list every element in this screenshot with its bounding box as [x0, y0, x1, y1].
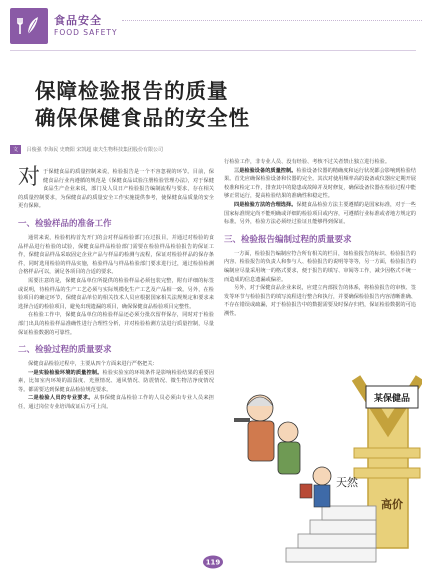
sign-label: 某保健品 — [373, 394, 411, 404]
cartoon-illustration — [226, 358, 422, 566]
paragraph: 一是实验检验环境的质量控制。检验实验室的环境条件是影响检验结果的重要因素，比如室内环境的温湿度、光照情况、通风情况、防震情况、微生物洁净度情况等。都需要达到保健食品检验规范要求。 — [18, 369, 214, 393]
section-header — [10, 8, 420, 52]
byline-authors: 吕俊强 李海民 史晓阳 宋凯超 康夫生物科技集团股份有限公司 — [26, 147, 163, 153]
right-column — [224, 158, 416, 319]
paragraph: 四是检验方法的合理选择。保健食品检验方法主要遵循的是国家标准，对于一些国家标准规定尚不能明确或详细的检验项目或内容，可遵循行业标准或者地方规定的标准。另外，检验方法必须经过验证且能够得到保证。 — [224, 201, 416, 226]
page-number: 119 — [205, 558, 221, 567]
title-line-1: 保障检验报告的质量 — [35, 79, 229, 103]
section-title: 食品安全 — [54, 14, 102, 27]
drop-cap: 对 — [18, 165, 41, 190]
food-safety-logo — [10, 8, 48, 44]
paragraph: 行检验工作，非专业人员、没有经验、考核不过关者禁止独立进行检验。 — [224, 159, 391, 165]
price-label: 高价 — [381, 498, 403, 511]
paragraph: 通常来说，检验机构首先开门的会对样品检验部门在过报目，并通过对检验的食品样品进行检验的试验，保健食品样品检验部门需要在检验样品检验报告的保证工作，保健食品样品采取固定企业产品与样品的检测与流程，保证对检验样品的保存条件，同时选用检验的样品实施，检验样品与样品检验部门要求进行过，通过检验检测合格样品可以，满足各项目的合适的要求。 — [18, 234, 214, 276]
section-heading-3: 三、检验报告编制过程的质量要求 — [224, 234, 352, 245]
article-title — [35, 78, 415, 132]
byline — [10, 145, 416, 155]
speech-text: 天然 — [336, 476, 358, 489]
product-sign — [366, 386, 418, 408]
left-column — [18, 165, 214, 412]
section-heading-1: 一、检验样品的准备工作 — [18, 218, 112, 229]
section-subtitle: FOOD SAFETY — [54, 28, 118, 37]
header-divider — [122, 20, 422, 21]
paragraph: 三是检验设备的质量控制。检验设备仪器的精确度和运行状况都会影响到检验结果。首先应确保检验设备和仪器的完全。其次对使用频率高的设备或仪器应定期开展校准和检定工作，排查其中的隐患或故障并及时修复，确保设备仪器在检验过程中能够正常运行，提高检验结果的准确性和稳定性。 — [224, 167, 416, 200]
paragraph: 一方面，检验报告编制应符合所有相关的栏目，如检验报告的标识、检验报告的内容、检验报告的负责人和参与人、检验报告的说明等等等，另一方面，检验报告的编制应尽量采用统一的格式要求，便于报告的填写、审阅等工作，减少因格式不统一而造成的信息遗漏或偏差。 — [224, 250, 416, 283]
header-rule — [10, 50, 416, 51]
paragraph: 二是检验人员的专业要求。从事保健食品检验工作的人员必须由专业人员来担任，通过岗位专业培训或证后方可上岗。 — [18, 395, 214, 411]
paragraph: 需要注意的是，保健食品单位所提供的检验样品必须包装完整，附有详细的标签或说明，待检样品的生产工艺必须与实际规模化生产工艺及产品相一致。另外，在检验项目的确定环节，保健食品单位的相关技术人员应根据国家相关法规规定和要求来选择合适的检验项目，避免出现遗漏的项目，确保保健食品检验项目完整性。 — [18, 277, 214, 310]
byline-tag: 文 — [10, 145, 21, 154]
page-number-badge — [202, 555, 224, 569]
paragraph: 另外，对于保健食品企业来说，应建立内部报告的体系，将检验报告的审核、签发等环节与检验报告的填写流程进行整合和执行，并要确保检验报告内容清晰准确、不存在错误或疏漏，对于检验报告中的数据需要及时保存归档，保证检验数据的可追溯性。 — [224, 285, 416, 317]
paragraph: 保健食品检验过程中，主要从四个方面来进行严格把关： — [28, 361, 158, 368]
intro-paragraph: 对于保健食品的质量控制来说，检验报告是一个不容忽视的环节。目前，保健食品行业内遵循的规范是《保健食品试验注册检验管理办法》，对于保健食品生产企业来说，部门及人员日产检验报告编制流程与要求，存在相关的质量控制要求，为保健食品的质量安全工作实施提供参考，使保健食品质量的安全更有保障。 — [18, 165, 214, 210]
fork-leaf-icon — [16, 14, 42, 38]
hammer — [234, 418, 250, 422]
title-line-2: 确保保健食品的安全性 — [35, 106, 250, 130]
paragraph: 在检验工作中，保健食品单位的检验样品还必须分批次留样保存，同时对于检验部门出具的检验样品准确性进行合理性分析，并对检验检测方法进行质量控制，尽量保证检验数据的可靠性。 — [18, 312, 214, 336]
section-heading-2: 二、检验过程的质量要求 — [18, 345, 112, 356]
product-box — [300, 484, 312, 498]
